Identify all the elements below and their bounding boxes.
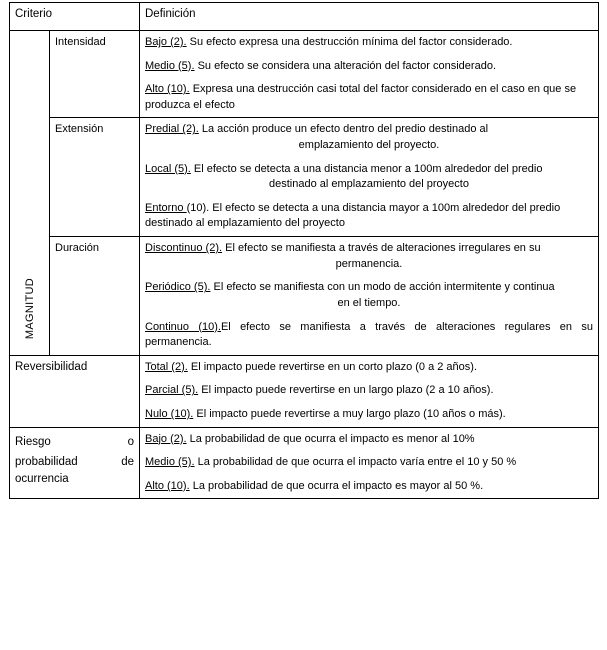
definition-item: [145, 201, 593, 232]
definition-text: La acción produce un efecto dentro del predio destinado al: [198, 123, 489, 136]
table-row: [10, 427, 599, 499]
definition-text: Expresa una destrucción casi total del factor considerado en el caso en que se produzca el efecto: [145, 83, 577, 111]
criterion-reversibilidad: Reversibilidad: [10, 355, 140, 427]
criterion-riesgo: [10, 427, 140, 499]
definition-item: [145, 35, 593, 51]
definition-item: [145, 122, 593, 153]
definition-text: El efecto se manifiesta a través de alteraciones regulares en su permanencia.: [145, 320, 593, 349]
subcriterion-extension: Extensión: [50, 118, 140, 237]
table-row: [10, 237, 599, 356]
definition-item: [145, 407, 593, 423]
definition-text: El impacto puede revertirse en un corto plazo (0 a 2 años).: [187, 360, 478, 373]
definition-term: Bajo (2).: [145, 432, 187, 445]
definition-text: El efecto se detecta a una distancia menor a 100m alrededor del predio: [190, 162, 543, 175]
definition-item: [145, 320, 593, 351]
definition-text: La probabilidad de que ocurra el impacto es mayor al 50 %.: [189, 479, 484, 492]
definition-term: Bajo (2).: [145, 36, 187, 48]
definition-term: Alto (10).: [145, 479, 190, 492]
definition-item: [145, 479, 593, 495]
definition-term: Discontinuo (2).: [145, 242, 223, 255]
definition-text: El impacto puede revertirse a muy largo plazo (10 años o más).: [193, 407, 506, 420]
definition-term: Total (2).: [145, 360, 188, 373]
header-criterio: Criterio: [10, 3, 140, 31]
definition-item: [145, 383, 593, 399]
definition-item: [145, 280, 593, 311]
definition-text: (10). El efecto se detecta a una distancia mayor a 100m alrededor del predio destinado al emplazamiento del proyecto: [145, 201, 561, 230]
definition-text: Su efecto expresa una destrucción mínima del factor considerado.: [186, 36, 513, 48]
definition-cell-duracion: [140, 237, 599, 356]
definition-item: [145, 455, 593, 471]
definition-text-tail: destinado al emplazamiento del proyecto: [269, 178, 469, 191]
subcriterion-duracion: Duración: [50, 237, 140, 356]
magnitud-vertical-label: MAGNITUD: [23, 277, 36, 339]
definition-term: Parcial (5).: [145, 384, 199, 397]
definition-item: [145, 241, 593, 272]
table-row: [10, 31, 599, 118]
criterion-riesgo-line1: Riesgo o: [15, 435, 134, 448]
table-row: [10, 355, 599, 427]
definition-term: Local (5).: [145, 162, 191, 175]
definition-item: [145, 432, 593, 448]
magnitud-vertical-cell: [10, 31, 50, 356]
definition-term: Nulo (10).: [145, 407, 194, 420]
definition-text-tail: en el tiempo.: [337, 296, 401, 309]
definition-cell-riesgo: [140, 427, 599, 499]
definition-item: [145, 162, 593, 193]
definition-cell-extension: [140, 118, 599, 237]
definition-text: El impacto puede revertirse en un largo plazo (2 a 10 años).: [198, 384, 494, 397]
definition-item: [145, 82, 593, 113]
definition-text: La probabilidad de que ocurra el impacto varía entre el 10 y 50 %: [194, 456, 517, 469]
definition-term: Periódico (5).: [145, 281, 211, 294]
definition-text: La probabilidad de que ocurra el impacto es menor al 10%: [186, 432, 475, 445]
definition-term: Predial (2).: [145, 123, 199, 136]
definition-text-tail: permanencia.: [335, 257, 403, 270]
definition-text-tail: emplazamiento del proyecto.: [298, 139, 440, 152]
definition-item: [145, 360, 593, 376]
definition-term: Medio (5).: [145, 456, 195, 469]
definition-text: El efecto se manifiesta a través de alteraciones irregulares en su: [222, 242, 541, 255]
definition-text: El efecto se manifiesta con un modo de acción intermitente y continua: [210, 281, 555, 294]
criterion-riesgo-line2: probabilidad de: [15, 455, 134, 468]
table-row: [10, 118, 599, 237]
definition-term: Medio (5).: [145, 59, 195, 72]
header-definicion: Definición: [140, 3, 599, 31]
subcriterion-intensidad: Intensidad: [50, 31, 140, 118]
criterion-riesgo-line3: ocurrencia: [15, 472, 69, 485]
table-header-row: [10, 3, 599, 31]
definition-term: Entorno: [145, 201, 187, 214]
definition-text: Su efecto se considera una alteración del factor considerado.: [194, 59, 496, 72]
definition-cell-reversibilidad: [140, 355, 599, 427]
definition-item: [145, 59, 593, 75]
definition-term: Continuo (10).: [145, 320, 221, 333]
definition-cell-intensidad: [140, 31, 599, 118]
criteria-definition-table: [9, 2, 599, 499]
definition-term: Alto (10).: [145, 83, 190, 96]
